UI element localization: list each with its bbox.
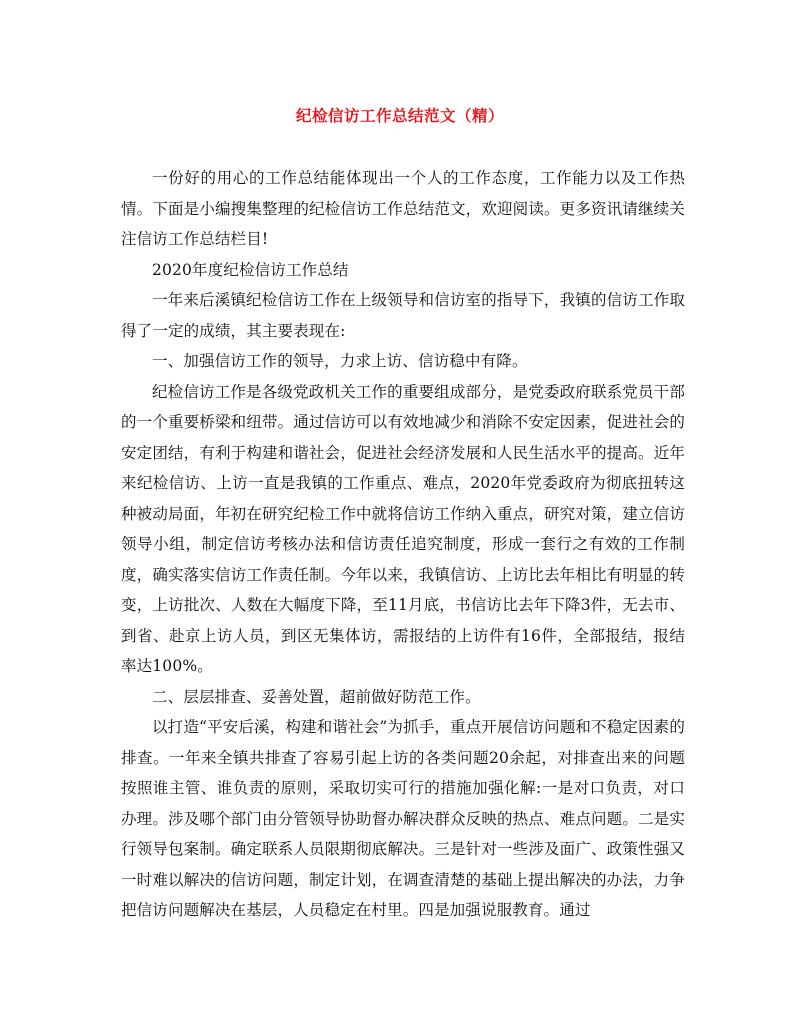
paragraph-subtitle: 2020年度纪检信访工作总结 [152, 260, 349, 279]
paragraph-section-one: 纪检信访工作是各级党政机关工作的重要组成部分，是党委政府联系党员干部的一个重要桥梁和纽带。通过信访可以有效地减少和消除不安定因素，促进社会的安定团结，有利于构建和谐社会，促进社会经济发展和人民生活水平的提高。近年来纪检信访、上访一直是我镇的工作重点、难点，2020年党委政府为彻底扭转这种被动局面，年初在研究纪检工作中就将信访工作纳入重点，研究对策，建立信访领导小组，制定信访考核办法和信访责任追究制度，形成一套行之有效的工作制度，确实落实信访工作责任制。今年以来，我镇信访、上访比去年相比有明显的转变，上访批次、人数在大幅度下降，至11月底，书信访比去年下降3件，无去市、到省、赴京上访人员，到区无集体访，需报结的上访件有16件，全部报结，报结率达100%。 [121, 382, 685, 675]
section-heading-one: 一、加强信访工作的领导，力求上访、信访稳中有降。 [152, 352, 528, 370]
paragraph-overview: 一年来后溪镇纪检信访工作在上级领导和信访室的指导下，我镇的信访工作取得了一定的成绩，其主要表现在: [121, 291, 685, 340]
paragraph-section-two: 以打造“平安后溪，构建和谐社会”为抓手，重点开展信访问题和不稳定因素的排查。一年来全镇共排查了容易引起上访的各类问题20余起，对排查出来的问题按照谁主管、谁负责的原则，采取切实可行的措施加强化解:一是对口负责，对口办理。涉及哪个部门由分管领导协助督办解决群众反映的热点、难点问题。二是实行领导包案制。确定联系人员限期彻底解决。三是针对一些涉及面广、政策性强又一时难以解决的信访问题，制定计划，在调查清楚的基础上提出解决的办法，力争把信访问题解决在基层，人员稳定在村里。四是加强说服教育。通过 [121, 718, 685, 919]
section-heading-two: 二、层层排查、妥善处置，超前做好防范工作。 [152, 687, 481, 706]
document-title: 纪检信访工作总结范文（精） [295, 106, 504, 125]
paragraph-intro: 一份好的用心的工作总结能体现出一个人的工作态度，工作能力以及工作热情。下面是小编搜集整理的纪检信访工作总结范文，欢迎阅读。更多资讯请继续关注信访工作总结栏目! [121, 169, 685, 248]
document-body [121, 163, 685, 926]
